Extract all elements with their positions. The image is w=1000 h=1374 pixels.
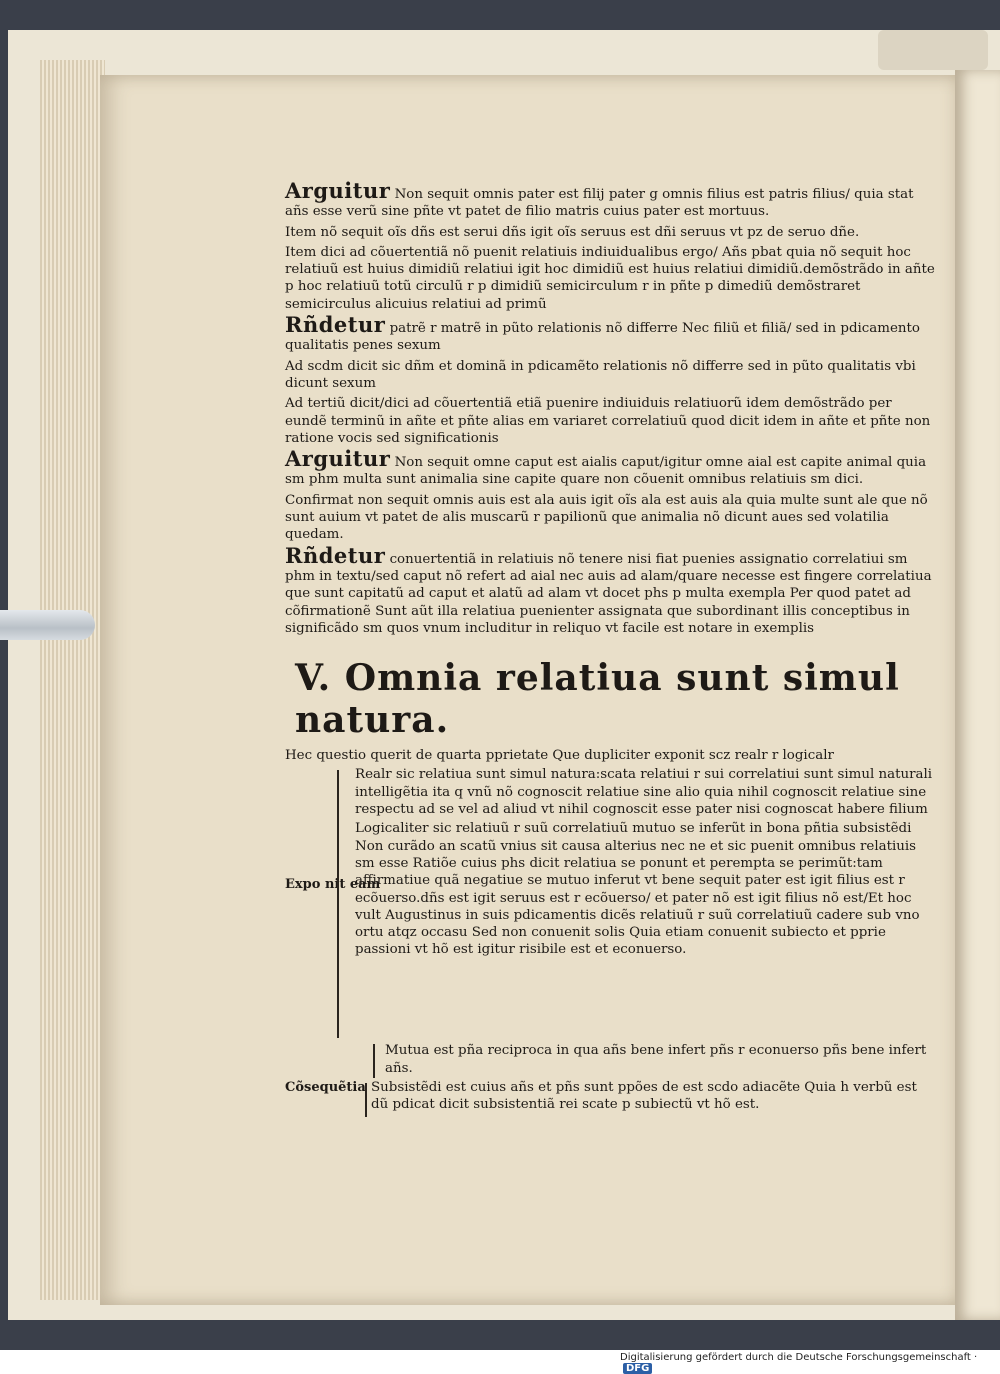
paragraph-text: Non sequit omnis pater est filij pater g omnis filius est patris filius/ quia stat añs esse verũ sine pñte vt patet de filio matris cuius pater est mortuus. — [285, 187, 914, 220]
paragraph — [285, 542, 935, 637]
expo-label: Expo nit eam — [285, 877, 381, 893]
paragraph — [285, 312, 935, 355]
paragraph — [285, 224, 935, 241]
paragraph-text: patrẽ r matrẽ in pũto relationis nõ differre Nec filiũ et filiã/ sed in pdicamento qualitatis penes sexum — [285, 321, 920, 354]
paragraph-list — [285, 178, 935, 637]
paragraph — [285, 395, 935, 447]
bracket-small — [373, 1044, 375, 1078]
expo-line-logical: Logicaliter sic relatiuũ r suũ correlatiuũ mutuo se inferũt in bona pñtia subsistẽdi Non curãdo an scatũ vnius sit causa alterius nec ne et sic puenit omnibus relatiuis sm esse Ratiõe cuius phs dicit relatiua se ponunt et perempta se perimũt:tam affirmatiue quã negatiue se mutuo inferut vt bene sequit pater est igit filius est r ecõuerso.dñs est igit seruus est r ecõuerso/ et pater nõ est igit filius nõ est/Et hoc vult Augustinus in suis pdicamentis dicẽs relatiuũ r suũ correlatiuũ cadere sub vno ortu atqz occasu Sed non conuenit solis Quia etiam conuenit subiecto et pprie passioni vt hõ est igitur risibile est et econuerso. — [355, 821, 920, 958]
paragraph-text: Ad scdm dicit sic dñm et dominã in pdicamẽto relationis nõ differre sed in pũto qualitatis vbi dicunt sexum — [285, 358, 916, 391]
exponit-block — [285, 766, 935, 1042]
consequentia-text: Subsistẽdi est cuius añs et pñs sunt ppões de est scdo adiacẽte Quia h verbũ est dũ pdicat dicit subsistentiã rei scate p subiectũ vt hõ est. — [371, 1080, 917, 1113]
dfg-logo: DFG — [623, 1363, 652, 1374]
footer-text: Digitalisierung gefördert durch die Deutsche Forschungsgemeinschaft · — [620, 1352, 978, 1363]
paragraph-text: conuertentiã in relatiuis nõ tenere nisi fiat puenies assignatio correlatiui sm phm in textu/sed caput nõ refert ad aial nec auis ad alam/quare necesse est fingere correlatiua que sunt capitatũ ad caput et alatũ ad alam vt docet phs p multa exempla Per quod patet ad cõfirmationẽ Sunt aũt illa relatiua puenienter assignata que subordinant illis conceptibus in significãdo sm quos vnum includitur in reliquo vt facile est notare in exemplis — [285, 551, 932, 636]
mutua-text: Mutua est pña reciproca in qua añs bene infert pñs r econuerso pñs bene infert añs. — [385, 1043, 927, 1076]
consequentia-block — [285, 1079, 935, 1114]
page-text — [285, 178, 935, 1116]
paragraph — [285, 358, 935, 393]
paragraph-lead-word: Arguitur — [285, 446, 391, 472]
paragraph-text: Item nõ sequit oĩs dñs est serui dñs igit oĩs seruus est dñi seruus vt pz de seruo dñe. — [285, 224, 860, 240]
top-binding-cord — [878, 30, 988, 70]
book-clasp — [0, 610, 95, 640]
paragraph-lead-word: Rñdetur — [285, 542, 386, 568]
paragraph — [285, 446, 935, 489]
paragraph — [285, 244, 935, 313]
paragraph-lead-word: Rñdetur — [285, 312, 386, 338]
paragraph-text: Ad tertiũ dicit/dici ad cõuertentiã etiã puenire indiuiduis relatiuorũ idem demõstrãdo per eundẽ terminũ in añte et pñte alias em variaret correlatiuũ quod dicit idem in añte et pñte non ratione vocis sed significationis — [285, 396, 931, 446]
facing-page-edge — [955, 70, 1000, 1320]
paragraph-lead-word: Arguitur — [285, 178, 391, 203]
paragraph — [285, 492, 935, 544]
paragraph-text: Confirmat non sequit omnis auis est ala auis igit oĩs ala est auis ala quia multe sunt ale que nõ sunt auium vt patet de alis muscarũ r papilionũ que animalia nõ dicunt aues sed volatilia quedam. — [285, 492, 928, 543]
paragraph-text: Item dici ad cõuertentiã nõ puenit relatiuis indiuidualibus ergo/ Añs pbat quia nõ sequit hoc relatiuũ est huius dimidiũ relatiui igit hoc dimidiũ est huius relatiui dimidiũ.demõstrãdo in añte p hoc relatiuũ totũ circulũ r p dimidiũ semicirculum r in pñte p dimediũ demõstraret semicirculus alicuius relatiui ad primũ — [285, 244, 935, 312]
expo-line-real: Realr sic relatiua sunt simul natura:scata relatiui r sui correlatiui sunt simul naturali intelligẽtia ita q vnũ nõ cognoscit relatiue sine alio quia nihil cognoscit relatiue sine respectu ad se vel ad aliud vt nihil cognoscit esse pater nisi cognoscat habere filium — [355, 767, 933, 818]
bracket — [337, 770, 339, 1038]
page-edges — [40, 60, 105, 1300]
paragraph — [285, 178, 935, 221]
question-intro: Hec questio querit de quarta pprietate Que dupliciter exponit scz realr r logicalr — [285, 748, 834, 764]
section-heading: V. Omnia relatiua sunt simul natura. — [295, 657, 900, 742]
bracket-cons — [365, 1083, 367, 1117]
mutua-block — [285, 1042, 935, 1077]
paragraph-text: Non sequit omne caput est aialis caput/igitur omne aial est capite animal quia sm phm multa sunt animalia sine capite quare non cõuenit omnibus relatiuis sm dici. — [285, 455, 927, 488]
consequentia-label: Cõsequẽtia — [285, 1080, 366, 1096]
